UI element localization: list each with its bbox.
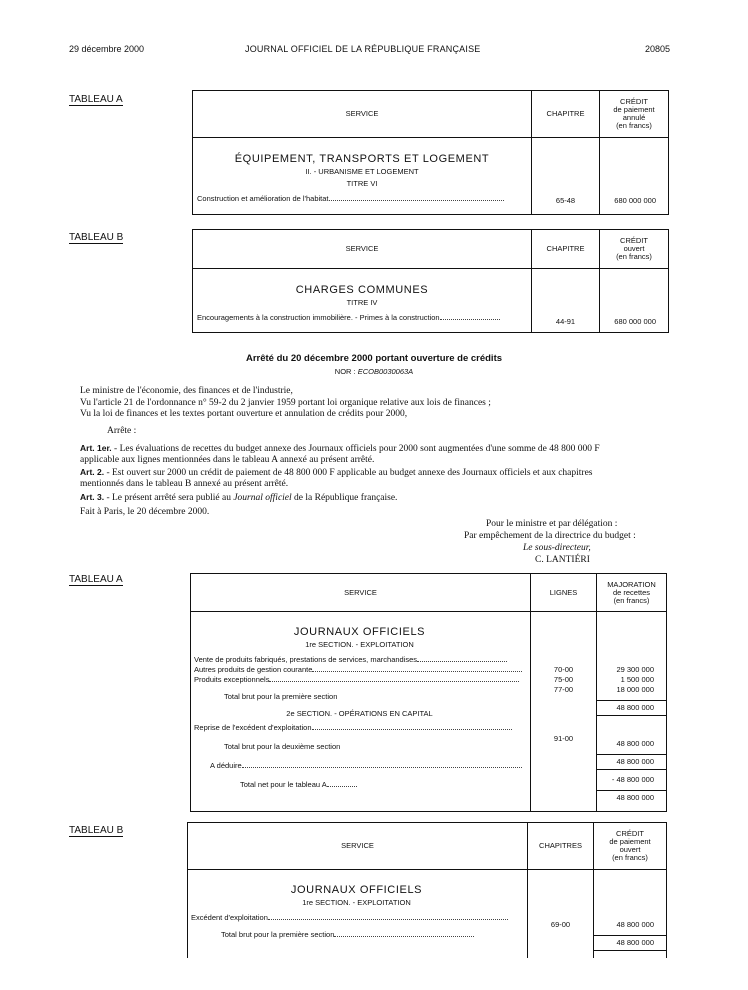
amounts-cell: [597, 612, 667, 812]
section-title: JOURNAUX OFFICIELS: [290, 884, 423, 896]
table-a1: [192, 90, 669, 215]
total-row: Total brut pour la première section: [224, 692, 338, 701]
signature-line-3: Le sous-directeur,: [523, 543, 591, 553]
amount-value: 680 000 000: [614, 317, 656, 326]
nor: NOR : ECOB0030063A: [334, 367, 414, 376]
header-page-number: 20805: [645, 44, 671, 54]
amount-value: 29 300 000: [616, 665, 654, 674]
section-title: CHARGES COMMUNES: [295, 284, 429, 296]
amount-value: 48 800 000: [616, 920, 654, 929]
table-row: Encouragements à la construction immobilière. - Primes à la construction: [197, 313, 525, 323]
ligne-value: 75-00: [553, 675, 574, 684]
amount-value: 18 000 000: [616, 685, 654, 694]
col-service: SERVICE: [188, 823, 528, 870]
titre: TITRE VI: [346, 179, 378, 188]
total-row: Total brut pour la première section: [191, 930, 522, 940]
col-majoration: MAJORATION de recettes (en francs): [597, 574, 667, 612]
signature-name: C. LANTIÉRI: [535, 555, 590, 565]
table-a2: [190, 573, 667, 812]
header-title: JOURNAL OFFICIEL DE LA RÉPUBLIQUE FRANÇAISE: [245, 44, 481, 54]
service-cell: [188, 870, 528, 958]
ligne-value: 77-00: [553, 685, 574, 694]
article-2: Art. 2. - Est ouvert sur 2000 un crédit de paiement de 48 800 000 F applicable au budget annexe des Journaux officiels et aux chapitres mentionnés dans le tableau B annexé au présent arrêté.: [80, 467, 593, 489]
service-cell: [193, 138, 532, 215]
table-a2-label: TABLEAU A: [69, 574, 123, 585]
para-3: Vu la loi de finances et les textes portant ouverture et annulation de crédits pour 2000,: [80, 409, 408, 419]
section-title: ÉQUIPEMENT, TRANSPORTS ET LOGEMENT: [234, 153, 490, 165]
signature-line-1: Pour le ministre et par délégation :: [486, 519, 618, 529]
net-amount: 48 800 000: [616, 793, 654, 802]
chapitre-value: 65-48: [555, 196, 576, 205]
table-b1-label: TABLEAU B: [69, 232, 124, 243]
section-1: 1re SECTION. - EXPLOITATION: [305, 640, 414, 649]
lignes-cell: [531, 612, 597, 812]
section-1: 1re SECTION. - EXPLOITATION: [302, 898, 411, 907]
table-row: Reprise de l'excédent d'exploitation: [194, 723, 525, 733]
para-1: Le ministre de l'économie, des finances et de l'industrie,: [80, 386, 293, 396]
col-credit: CRÉDIT de paiement annulé (en francs): [600, 91, 669, 138]
net-total-row: Total net pour le tableau A: [194, 780, 525, 790]
col-lignes: LIGNES: [531, 574, 597, 612]
service-cell: [193, 269, 532, 333]
table-row: Excédent d'exploitation: [191, 913, 522, 923]
section-subtitle: II. - URBANISME ET LOGEMENT: [305, 167, 419, 176]
table-row: Construction et amélioration de l'habitat: [197, 194, 525, 204]
total-amount: 48 800 000: [616, 703, 654, 712]
total-amount: 48 800 000: [616, 757, 654, 766]
table-b2-label: TABLEAU B: [69, 825, 124, 836]
col-chapitres: CHAPITRES: [528, 823, 594, 870]
col-service: SERVICE: [193, 230, 532, 269]
amount-value: 48 800 000: [616, 739, 654, 748]
deduire-row: A déduire: [194, 761, 525, 771]
arrete-title: Arrêté du 20 décembre 2000 portant ouverture de crédits: [245, 353, 503, 364]
ligne-value: 70-00: [553, 665, 574, 674]
chapitre-value: 69-00: [550, 920, 571, 929]
table-b1: [192, 229, 669, 333]
col-service: SERVICE: [191, 574, 531, 612]
article-1: Art. 1er. - Les évaluations de recettes du budget annexe des Journaux officiels pour 2000 sont augmentées d'une somme de 48 800 000 F applicable aux lignes mentionnées dans le tableau A annexé au présent arrêté.: [80, 443, 600, 465]
table-row: Vente de produits fabriqués, prestations de services, marchandises: [194, 655, 525, 665]
section-2: 2e SECTION. - OPÉRATIONS EN CAPITAL: [286, 709, 433, 718]
header-date: 29 décembre 2000: [69, 44, 145, 54]
col-chapitre: CHAPITRE: [532, 91, 600, 138]
article-3: Art. 3. - Le présent arrêté sera publié au Journal officiel de la République française.: [80, 492, 398, 503]
para-2: Vu l'article 21 de l'ordonnance n° 59-2 du 2 janvier 1959 portant loi organique relative aux lois de finances ;: [80, 398, 491, 408]
ligne-value: 91-00: [553, 734, 574, 743]
chapitre-value: 44-91: [555, 317, 576, 326]
col-credit: CRÉDIT de paiement ouvert (en francs): [594, 823, 667, 870]
total-amount: 48 800 000: [616, 938, 654, 947]
table-row: Produits exceptionnels: [194, 675, 525, 685]
table-a1-label: TABLEAU A: [69, 94, 123, 105]
amount-value: 680 000 000: [614, 196, 656, 205]
deduire-amount: - 48 800 000: [611, 775, 654, 784]
col-service: SERVICE: [193, 91, 532, 138]
col-chapitre: CHAPITRE: [532, 230, 600, 269]
col-credit: CRÉDIT ouvert (en francs): [600, 230, 669, 269]
fait-a-paris: Fait à Paris, le 20 décembre 2000.: [80, 507, 210, 517]
signature-line-2: Par empêchement de la directrice du budget :: [464, 531, 636, 541]
table-b2: [187, 822, 667, 958]
table-row: Autres produits de gestion courante: [194, 665, 525, 675]
service-cell: [191, 612, 531, 812]
amount-value: 1 500 000: [620, 675, 654, 684]
section-title: JOURNAUX OFFICIELS: [293, 626, 426, 638]
arrete-word: Arrête :: [107, 426, 137, 436]
titre: TITRE IV: [346, 298, 378, 307]
total-row: Total brut pour la deuxième section: [224, 742, 341, 751]
